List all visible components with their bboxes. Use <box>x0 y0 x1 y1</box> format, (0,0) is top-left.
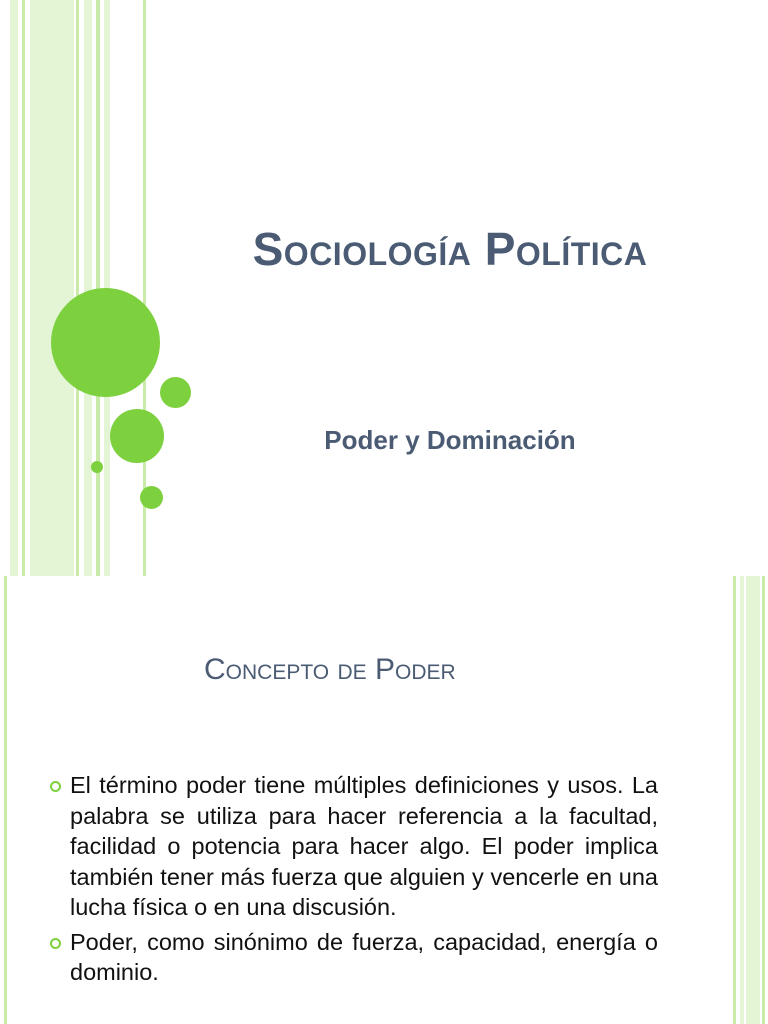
decorative-stripe <box>746 576 760 1024</box>
decorative-circle-large <box>51 288 160 397</box>
bullet-circle-icon <box>50 781 61 792</box>
content-slide <box>0 576 768 1024</box>
decorative-stripe <box>733 576 736 1024</box>
bullet-item <box>48 770 658 923</box>
bullet-item <box>48 927 658 988</box>
decorative-circle-tiny <box>91 461 103 473</box>
slide-title: Concepto de Poder <box>204 653 456 686</box>
bullet-circle-icon <box>50 938 61 949</box>
slide-title: Sociología Política <box>252 223 648 275</box>
bullet-list <box>48 770 658 992</box>
decorative-stripe <box>22 0 25 576</box>
decorative-stripe <box>76 0 79 576</box>
decorative-stripe <box>10 0 18 576</box>
decorative-stripe <box>740 576 744 1024</box>
decorative-stripe <box>30 0 74 576</box>
decorative-circle-medium <box>110 409 164 463</box>
decorative-circle-small <box>160 377 191 408</box>
slide-subtitle: Poder y Dominación <box>324 425 576 455</box>
decorative-stripe <box>4 576 7 1024</box>
bullet-text: Poder, como sinónimo de fuerza, capacidad, energía o dominio. <box>70 928 658 985</box>
bullet-text: El término poder tiene múltiples definiciones y usos. La palabra se utiliza para hacer referencia a la facultad, facilidad o potencia para hacer algo. El poder implica también tener más fuerza que alguien y vencerle en una lucha física o en una discusión. <box>70 772 658 920</box>
decorative-circle-small <box>140 486 163 509</box>
decorative-stripe <box>84 0 92 576</box>
decorative-stripe <box>762 576 765 1024</box>
